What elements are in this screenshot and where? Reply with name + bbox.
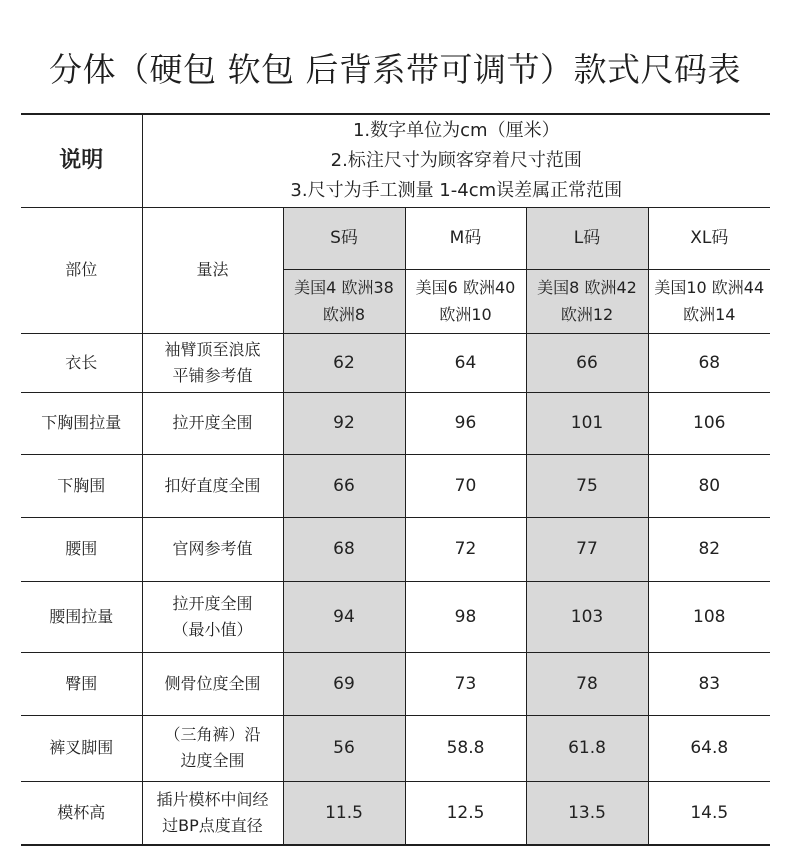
note-line-2: 2.标注尺寸为顾客穿着尺寸范围: [330, 149, 582, 171]
part-cell: 衣长: [21, 333, 142, 392]
value-cell: 98: [405, 581, 526, 652]
table-row: [21, 392, 770, 454]
value-cell: 78: [526, 652, 648, 715]
method-line: （最小值）: [172, 619, 253, 639]
size-l-header: L码: [526, 207, 648, 269]
table-row: [21, 781, 770, 845]
value-cell: 77: [526, 517, 648, 581]
region-l: [526, 269, 648, 333]
value-cell: 13.5: [526, 781, 648, 845]
table-row: [21, 581, 770, 652]
method-cell: [142, 392, 283, 454]
value-cell: 64.8: [648, 715, 770, 781]
value-cell: 56: [283, 715, 405, 781]
region-xl: [648, 269, 770, 333]
method-cell: [142, 517, 283, 581]
size-header-row: [21, 207, 770, 269]
notes-label: 说明: [21, 114, 142, 207]
value-cell: 66: [283, 454, 405, 517]
method-cell: [142, 333, 283, 392]
value-cell: 58.8: [405, 715, 526, 781]
notes-row: [21, 114, 770, 207]
note-line-1: 1.数字单位为cm（厘米）: [352, 119, 560, 141]
value-cell: 12.5: [405, 781, 526, 845]
size-table: [21, 113, 770, 846]
method-line: 拉开度全围: [172, 593, 253, 613]
value-cell: 68: [283, 517, 405, 581]
method-line: 侧骨位度全围: [164, 673, 261, 693]
value-cell: 70: [405, 454, 526, 517]
region-m: [405, 269, 526, 333]
method-line: 平铺参考值: [172, 365, 253, 385]
region-xl-line-2: 欧洲14: [683, 305, 736, 324]
value-cell: 106: [648, 392, 770, 454]
value-cell: 92: [283, 392, 405, 454]
method-cell: [142, 781, 283, 845]
value-cell: 72: [405, 517, 526, 581]
region-s: [283, 269, 405, 333]
part-cell: 模杯高: [21, 781, 142, 845]
table-row: [21, 715, 770, 781]
part-header: 部位: [21, 207, 142, 333]
method-line: 插片模杯中间经: [156, 789, 269, 809]
part-cell: 下胸围拉量: [21, 392, 142, 454]
region-s-line-1: 美国4 欧洲38: [294, 278, 394, 297]
notes-cell: [142, 114, 770, 207]
value-cell: 82: [648, 517, 770, 581]
method-line: 边度全围: [180, 751, 245, 770]
method-header: 量法: [142, 207, 283, 333]
value-cell: 94: [283, 581, 405, 652]
note-line-3: 3.尺寸为手工测量 1-4cm误差属正常范围: [290, 179, 623, 201]
value-cell: 75: [526, 454, 648, 517]
value-cell: 14.5: [648, 781, 770, 845]
value-cell: 80: [648, 454, 770, 517]
value-cell: 11.5: [283, 781, 405, 845]
value-cell: 101: [526, 392, 648, 454]
part-cell: 下胸围: [21, 454, 142, 517]
method-line: 官网参考值: [172, 539, 253, 558]
value-cell: 61.8: [526, 715, 648, 781]
value-cell: 108: [648, 581, 770, 652]
size-s-header: S码: [283, 207, 405, 269]
method-cell: [142, 652, 283, 715]
method-line: 过BP点度直径: [162, 815, 263, 835]
region-s-line-2: 欧洲8: [322, 305, 366, 324]
method-cell: [142, 454, 283, 517]
part-cell: 臀围: [21, 652, 142, 715]
size-xl-header: XL码: [648, 207, 770, 269]
value-cell: 66: [526, 333, 648, 392]
part-cell: 腰围拉量: [21, 581, 142, 652]
table-row: [21, 454, 770, 517]
region-xl-line-1: 美国10 欧洲44: [654, 278, 765, 297]
value-cell: 69: [283, 652, 405, 715]
method-line: 拉开度全围: [172, 413, 253, 432]
method-line: 袖臂顶至浪底: [164, 339, 261, 359]
size-m-header: M码: [405, 207, 526, 269]
part-cell: 腰围: [21, 517, 142, 581]
page-title: 分体（硬包 软包 后背系带可调节）款式尺码表: [49, 50, 741, 89]
region-l-line-2: 欧洲12: [560, 305, 614, 324]
value-cell: 83: [648, 652, 770, 715]
value-cell: 62: [283, 333, 405, 392]
method-cell: [142, 581, 283, 652]
value-cell: 64: [405, 333, 526, 392]
method-line: （三角裤）沿: [164, 725, 261, 744]
region-m-line-1: 美国6 欧洲40: [415, 278, 516, 297]
value-cell: 96: [405, 392, 526, 454]
value-cell: 73: [405, 652, 526, 715]
value-cell: 103: [526, 581, 648, 652]
table-row: [21, 333, 770, 392]
table-row: [21, 652, 770, 715]
table-row: [21, 517, 770, 581]
part-cell: 裤叉脚围: [21, 715, 142, 781]
region-l-line-1: 美国8 欧洲42: [537, 278, 637, 297]
method-line: 扣好直度全围: [164, 475, 261, 495]
region-m-line-2: 欧洲10: [439, 305, 492, 324]
value-cell: 68: [648, 333, 770, 392]
method-cell: [142, 715, 283, 781]
